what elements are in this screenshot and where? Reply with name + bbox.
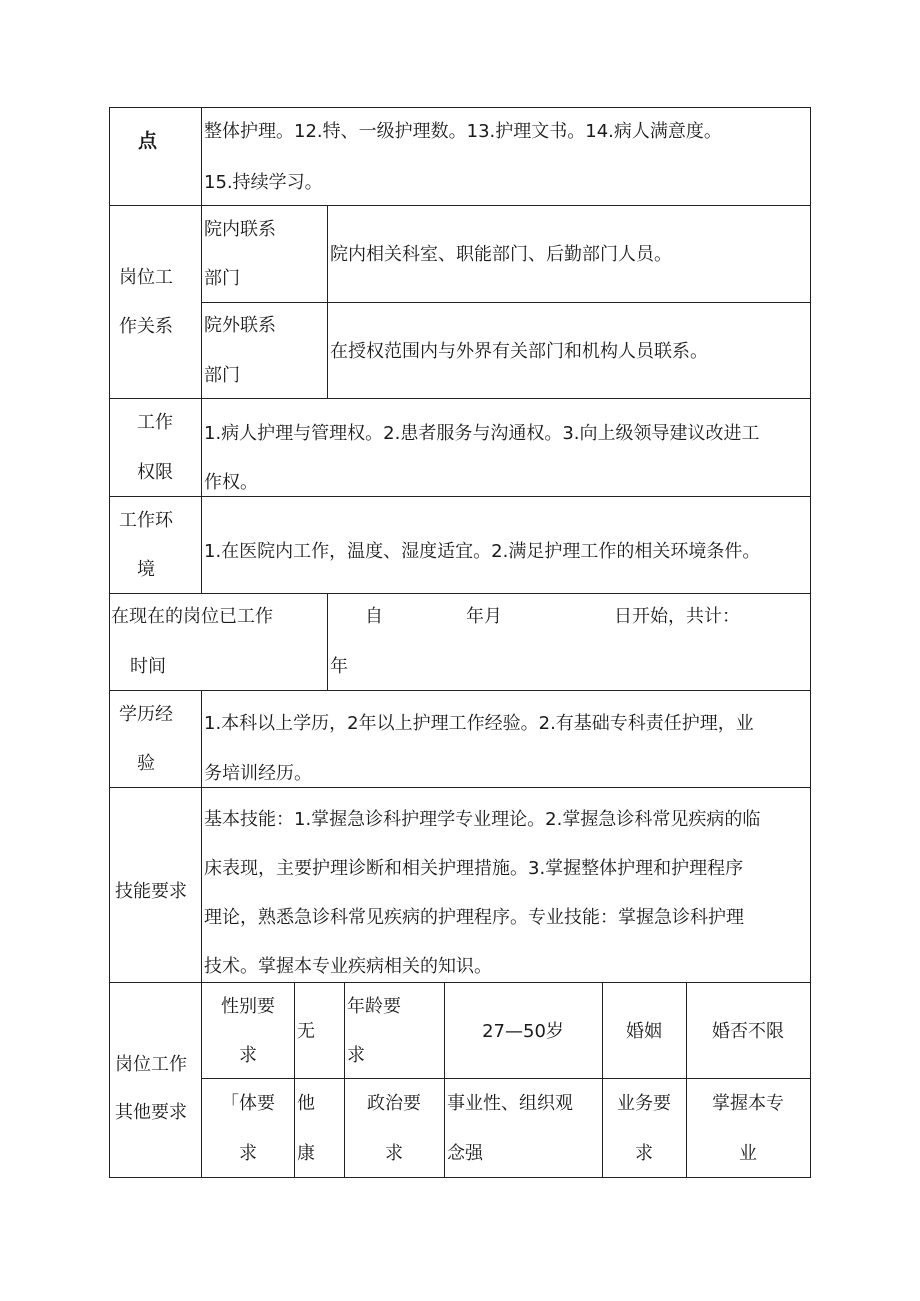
- environment-label: 工作环: [119, 510, 173, 531]
- skills-text: 理论，熟悉急诊科常见疾病的护理程序。专业技能：掌握急诊科护理: [204, 907, 744, 928]
- tenure-year-month: 年月: [466, 606, 502, 627]
- politics-requirement-label: 求: [385, 1143, 403, 1164]
- tenure-label: 在现在的岗位已工作: [111, 606, 273, 627]
- table-border: [109, 496, 811, 497]
- relations-label: 岗位工: [119, 267, 173, 288]
- table-border: [109, 593, 811, 594]
- table-border: [327, 205, 328, 399]
- table-border: [201, 302, 811, 303]
- tenure-from: 自: [365, 606, 383, 627]
- internal-contact-label: 院内联系: [204, 219, 276, 240]
- business-requirement-label: 求: [635, 1143, 653, 1164]
- politics-requirement-value: 念强: [447, 1143, 483, 1164]
- gender-requirement-label: 性别要: [221, 996, 275, 1017]
- politics-requirement-label: 政治要: [367, 1093, 421, 1114]
- age-requirement-label: 求: [347, 1045, 365, 1066]
- environment-text: 1.在医院内工作，温度、湿度适宜。2.满足护理工作的相关环境条件。: [204, 541, 761, 562]
- body-requirement-value: 他: [297, 1093, 315, 1114]
- internal-contact-label: 部门: [204, 268, 240, 289]
- body-requirement-label: 「体要: [221, 1093, 275, 1114]
- table-border: [109, 982, 811, 983]
- age-requirement-value: 27—50岁: [482, 1021, 564, 1042]
- business-requirement-value: 业: [739, 1143, 757, 1164]
- tenure-day-start: 日开始，共计：: [614, 606, 740, 627]
- internal-contact-value: 院内相关科室、职能部门、后勤部门人员。: [330, 244, 672, 265]
- body-requirement-label: 求: [239, 1143, 257, 1164]
- relations-label: 作关系: [119, 316, 173, 337]
- environment-label: 境: [137, 559, 155, 580]
- marriage-requirement-label: 婚姻: [626, 1021, 662, 1042]
- education-label: 学历经: [119, 704, 173, 725]
- table-border: [109, 690, 811, 691]
- skills-text: 技术。掌握本专业疾病相关的知识。: [204, 956, 492, 977]
- body-requirement-value: 康: [297, 1143, 315, 1164]
- education-text: 务培训经历。: [204, 763, 312, 784]
- table-border: [444, 982, 445, 1178]
- age-requirement-label: 年龄要: [347, 996, 401, 1017]
- key-points-text: 15.持续学习。: [204, 172, 323, 193]
- skills-text: 基本技能：1.掌握急诊科护理学专业理论。2.掌握急诊科常见疾病的临: [204, 809, 761, 830]
- other-requirements-label: 岗位工作: [115, 1054, 187, 1075]
- authority-text: 作权。: [204, 472, 258, 493]
- external-contact-label: 院外联系: [204, 315, 276, 336]
- politics-requirement-value: 事业性、组织观: [447, 1093, 573, 1114]
- education-text: 1.本科以上学历，2年以上护理工作经验。2.有基础专科责任护理，业: [204, 713, 754, 734]
- gender-requirement-value: 无: [297, 1021, 315, 1042]
- marriage-requirement-value: 婚否不限: [712, 1021, 784, 1042]
- gender-requirement-label: 求: [239, 1045, 257, 1066]
- table-border: [109, 398, 811, 399]
- table-border: [109, 107, 811, 108]
- table-border: [201, 107, 202, 594]
- business-requirement-label: 业务要: [617, 1093, 671, 1114]
- authority-label: 工作: [137, 412, 173, 433]
- table-border: [810, 107, 811, 1178]
- business-requirement-value: 掌握本专: [712, 1093, 784, 1114]
- skills-text: 床表现，主要护理诊断和相关护理措施。3.掌握整体护理和护理程序: [204, 858, 744, 879]
- other-requirements-label: 其他要求: [115, 1102, 187, 1123]
- skills-label: 技能要求: [115, 881, 187, 902]
- table-border: [327, 593, 328, 691]
- key-points-text: 整体护理。12.特、一级护理数。13.护理文书。14.病人满意度。: [204, 121, 722, 142]
- table-border: [109, 787, 811, 788]
- authority-label: 权限: [137, 462, 173, 483]
- tenure-label: 时间: [130, 656, 166, 677]
- table-border: [109, 1177, 811, 1178]
- authority-text: 1.病人护理与管理权。2.患者服务与沟通权。3.向上级领导建议改进工: [204, 423, 760, 444]
- education-label: 验: [137, 753, 155, 774]
- tenure-year: 年: [330, 656, 348, 677]
- key-points-label: 点: [138, 130, 158, 152]
- table-border: [109, 205, 811, 206]
- external-contact-label: 部门: [204, 365, 240, 386]
- external-contact-value: 在授权范围内与外界有关部门和机构人员联系。: [330, 341, 708, 362]
- table-border: [201, 1078, 811, 1079]
- table-border: [109, 107, 110, 1178]
